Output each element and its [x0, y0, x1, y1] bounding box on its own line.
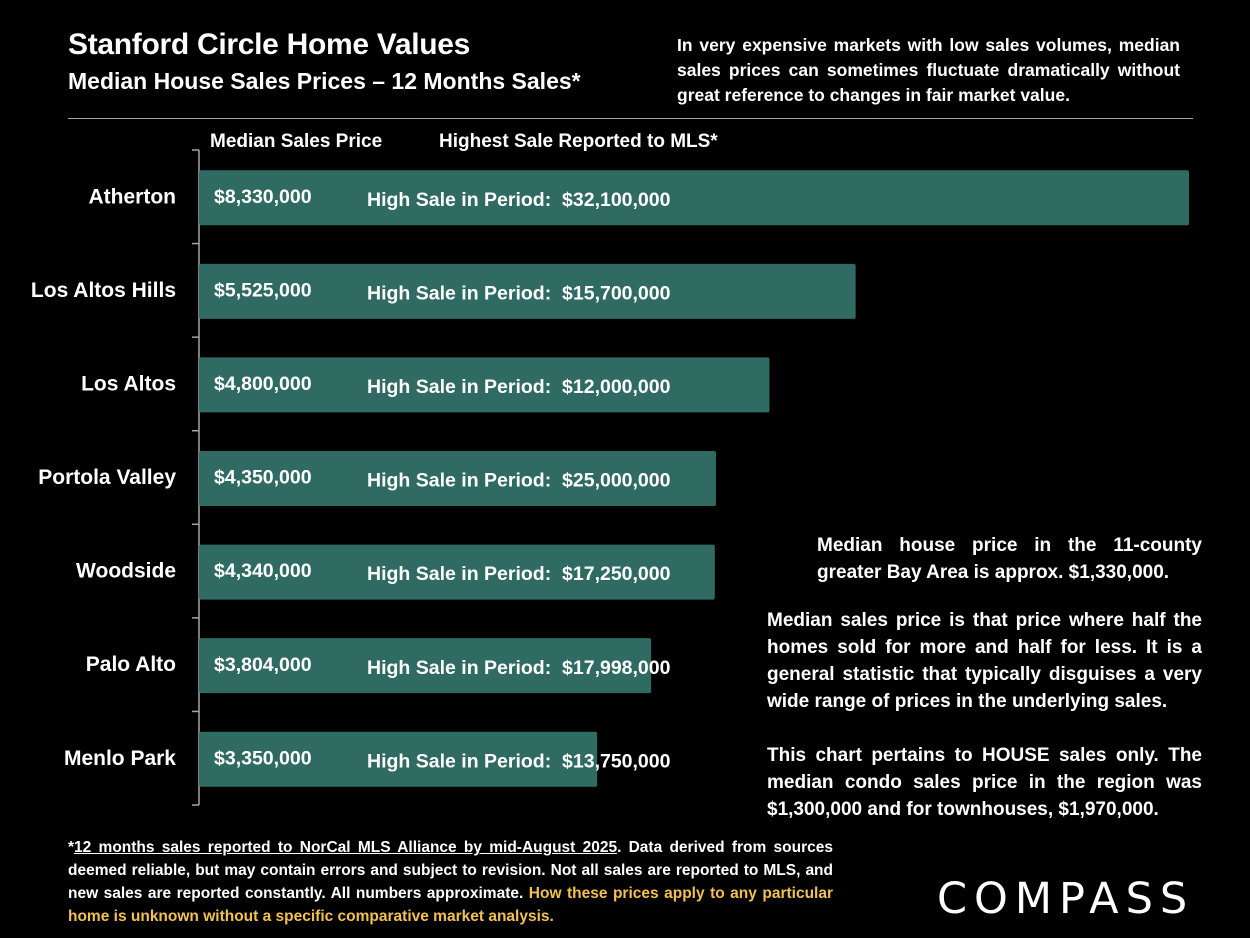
- high-sale-label: High Sale in Period: $17,998,000: [367, 656, 671, 679]
- median-value-label: $5,525,000: [214, 279, 312, 302]
- footnote-body: . Data derived from sources deemed reliable, but may contain errors and subject to revision. Not all sales are reported to MLS, and new sales are reported constantly. All numbers approximate.: [68, 839, 833, 902]
- median-value-label: $8,330,000: [214, 185, 312, 208]
- median-value-label: $4,340,000: [214, 560, 312, 583]
- legend-median-label: Median Sales Price: [210, 131, 383, 152]
- footnote-highlight: How these prices apply to any particular home is unknown without a specific comparative market analysis.: [68, 885, 834, 925]
- high-sale-label: High Sale in Period: $32,100,000: [367, 188, 671, 211]
- category-label: Palo Alto: [85, 653, 176, 677]
- high-sale-label: High Sale in Period: $25,000,000: [367, 469, 671, 492]
- category-label: Los Altos: [81, 372, 176, 396]
- bar: [199, 170, 1189, 225]
- high-sale-label: High Sale in Period: $13,750,000: [367, 750, 671, 773]
- compass-logo: COMPASS: [937, 874, 1195, 924]
- median-value-label: $4,350,000: [214, 466, 312, 489]
- category-label: Menlo Park: [63, 746, 176, 770]
- median-value-label: $3,350,000: [214, 747, 312, 770]
- chart-subtitle: Median House Sales Prices – 12 Months Sales*: [68, 68, 581, 94]
- median-value-label: $4,800,000: [214, 373, 312, 396]
- high-sale-label: High Sale in Period: $17,250,000: [367, 563, 671, 586]
- category-label: Atherton: [88, 185, 176, 209]
- median-definition-note: Median sales price is that price where half the homes sold for more and half for less. It is a general statistic that typically disguises a very wide range of prices in the underlying sales.: [767, 610, 1202, 712]
- legend-high-label: Highest Sale Reported to MLS*: [439, 131, 718, 152]
- category-label: Los Altos Hills: [30, 278, 176, 302]
- chart-title: Stanford Circle Home Values: [68, 28, 471, 61]
- high-sale-label: High Sale in Period: $15,700,000: [367, 282, 671, 305]
- category-label: Portola Valley: [38, 466, 176, 490]
- bay-area-note: Median house price in the 11-county greater Bay Area is approx. $1,330,000.: [817, 535, 1202, 583]
- category-label: Woodside: [76, 559, 176, 583]
- footnote: [68, 836, 833, 928]
- median-value-label: $3,804,000: [214, 653, 312, 676]
- top-note: In very expensive markets with low sales volumes, median sales prices can sometimes fluctuate dramatically without great reference to changes in fair market value.: [677, 35, 1180, 105]
- high-sale-label: High Sale in Period: $12,000,000: [367, 376, 671, 399]
- house-only-note: This chart pertains to HOUSE sales only. The median condo sales price in the region was $1,300,000 and for townhouses, $1,970,000.: [767, 745, 1202, 820]
- footnote-source: 12 months sales reported to NorCal MLS Alliance by mid-August 2025: [74, 839, 618, 856]
- footnote-star: *: [68, 839, 75, 856]
